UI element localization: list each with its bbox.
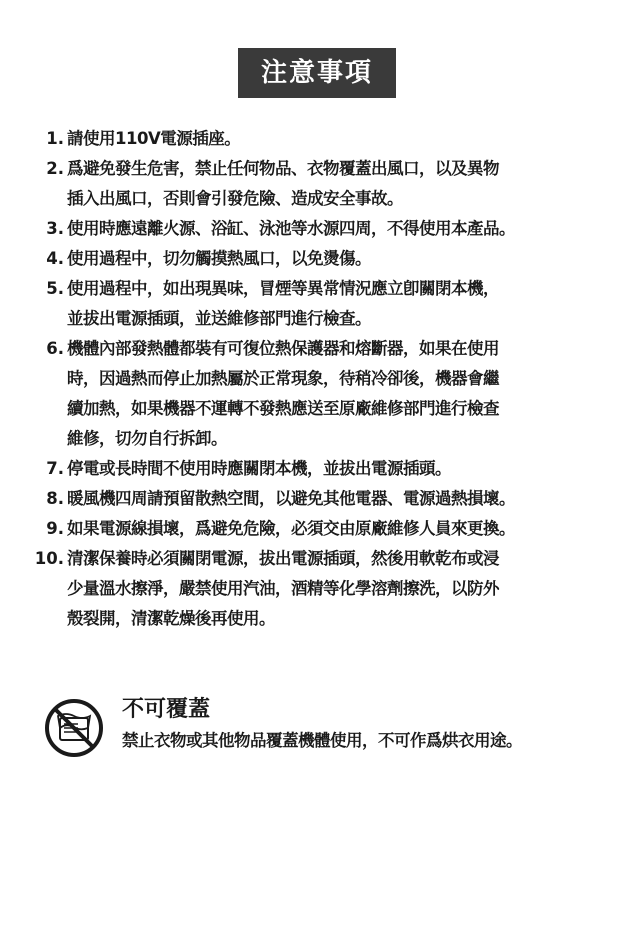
- note-text: 機體內部發熱體都裝有可復位熱保護器和熔斷器，如果在使用 時，因過熱而停止加熱屬於正常現象，待稍冷卻後，機器會繼 續加熱，如果機器不運轉不發熱應送至原廠維修部門進行檢查 維修，切勿自行拆卸。: [67, 339, 499, 448]
- notes-list: [30, 124, 625, 634]
- note-number: 5.: [46, 279, 64, 298]
- note-text: 如果電源線損壞，爲避免危險，必須交由原廠維修人員來更換。: [67, 519, 515, 538]
- list-item: [30, 514, 625, 544]
- note-text: 使用時應遠離火源、浴缸、泳池等水源四周，不得使用本產品。: [67, 219, 515, 238]
- note-text: 使用過程中，如出現異味，冒煙等異常情況應立卽關閉本機， 並拔出電源插頭，並送維修部門進行檢查。: [67, 279, 499, 328]
- list-item: [30, 124, 625, 154]
- note-number: 7.: [46, 459, 64, 478]
- list-item: [30, 214, 625, 244]
- list-item: [30, 154, 625, 214]
- list-item: [30, 544, 625, 634]
- list-item: [30, 334, 625, 454]
- note-number: 9.: [46, 519, 64, 538]
- note-number: 1.: [46, 129, 64, 148]
- list-item: [30, 484, 625, 514]
- note-number: 8.: [46, 489, 64, 508]
- warning-description: 禁止衣物或其他物品覆蓋機體使用，不可作爲烘衣用途。: [122, 731, 522, 750]
- note-number: 10.: [34, 549, 64, 568]
- note-text: 請使用110V電源插座。: [67, 129, 241, 148]
- list-item: [30, 274, 625, 334]
- warning-heading: 不可覆蓋: [122, 697, 211, 722]
- note-text: 使用過程中，切勿觸摸熱風口，以免燙傷。: [67, 249, 371, 268]
- title-banner: [238, 48, 396, 98]
- page-title: 注意事項: [260, 58, 373, 88]
- note-text: 清潔保養時必須關閉電源，拔出電源插頭，然後用軟乾布或浸 少量溫水擦淨，嚴禁使用汽油，酒精等化學溶劑擦洗，以防外 殼裂開，清潔乾燥後再使用。: [67, 549, 499, 628]
- note-number: 2.: [46, 159, 64, 178]
- no-cover-warning: [44, 696, 604, 760]
- note-number: 3.: [46, 219, 64, 238]
- list-item: [30, 244, 625, 274]
- note-number: 4.: [46, 249, 64, 268]
- note-text: 停電或長時間不使用時應關閉本機，並拔出電源插頭。: [67, 459, 451, 478]
- no-cover-icon: [44, 698, 104, 758]
- list-item: [30, 454, 625, 484]
- note-number: 6.: [46, 339, 64, 358]
- note-text: 暖風機四周請預留散熱空間，以避免其他電器、電源過熱損壞。: [67, 489, 515, 508]
- note-text: 爲避免發生危害，禁止任何物品、衣物覆蓋出風口，以及異物 插入出風口，否則會引發危險、造成安全事故。: [67, 159, 499, 208]
